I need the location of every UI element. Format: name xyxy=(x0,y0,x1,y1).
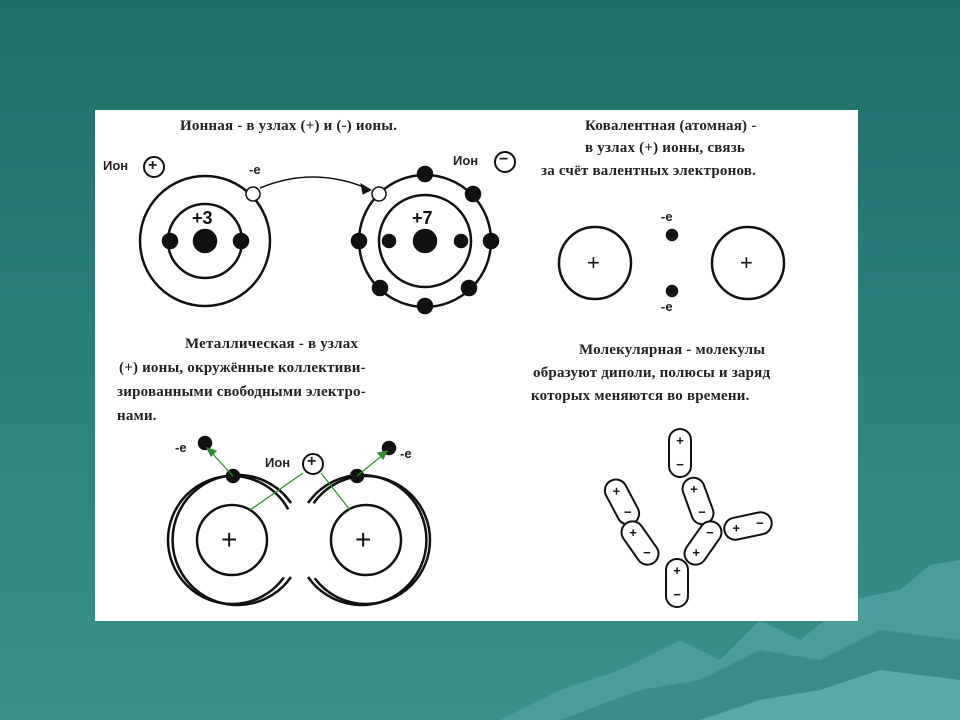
dipole xyxy=(617,517,663,569)
ion-left-sign: + xyxy=(148,157,158,174)
dipole xyxy=(669,429,691,477)
dipole-capsule xyxy=(680,517,726,569)
covalent-title-line1: Ковалентная (атомная) - xyxy=(585,118,757,134)
dipole xyxy=(666,559,688,607)
dipole-minus: − xyxy=(623,504,632,520)
covalent-electron-top-label: -е xyxy=(661,209,673,224)
metallic-right-sign: + xyxy=(355,524,372,555)
dipole-capsule xyxy=(601,476,643,529)
ion-right-label: Ион xyxy=(453,153,479,168)
dipole-plus: + xyxy=(692,544,700,560)
dipole xyxy=(722,510,774,541)
ion-right-sign: − xyxy=(499,151,509,168)
ionic-electron-label: -е xyxy=(249,162,261,177)
metallic-electron-left-label: -е xyxy=(175,440,187,455)
covalent-left-sign: + xyxy=(587,250,600,275)
dipole-minus: − xyxy=(643,544,651,560)
dipole-plus: + xyxy=(629,525,637,541)
covalent-title-line2: в узлах (+) ионы, связь xyxy=(585,140,746,156)
left-nucleus-charge: +3 xyxy=(192,208,213,228)
covalent-right-sign: + xyxy=(740,250,753,275)
dipole xyxy=(601,476,643,529)
dipole-capsule xyxy=(617,517,663,569)
dipole-plus: + xyxy=(612,483,621,499)
dipole-molecules xyxy=(95,110,858,621)
metallic-ion-sign: + xyxy=(307,453,317,470)
dipole-capsule xyxy=(679,475,716,528)
diagram-panel xyxy=(95,110,858,621)
metallic-ion-label: Ион xyxy=(265,455,291,470)
dipole-plus: + xyxy=(676,433,684,448)
dipole-plus: + xyxy=(690,481,698,497)
covalent-title-line3: за счёт валентных электронов. xyxy=(541,163,757,179)
metallic-title-line3: зированными свободными электро- xyxy=(117,384,366,400)
dipole-minus: − xyxy=(676,457,684,472)
dipole-plus: + xyxy=(673,563,681,578)
metallic-electron-right-label: -е xyxy=(400,446,412,461)
dipole xyxy=(679,475,716,528)
dipole-minus: − xyxy=(755,515,764,531)
dipole-minus: − xyxy=(673,587,681,602)
covalent-electron-bottom-label: -е xyxy=(661,299,673,314)
ionic-title: Ионная - в узлах (+) и (-) ионы. xyxy=(180,118,398,134)
ion-left-label: Ион xyxy=(103,158,129,173)
molecular-title-line1: Молекулярная - молекулы xyxy=(579,342,766,358)
dipole-capsule xyxy=(722,510,774,541)
molecular-title-line3: которых меняются во времени. xyxy=(531,388,750,404)
dipole-minus: − xyxy=(698,504,706,520)
dipoles-group xyxy=(601,429,774,607)
metallic-title-line2: (+) ионы, окружённые коллективи- xyxy=(119,360,366,376)
molecular-title-line2: образуют диполи, полюсы и заряд xyxy=(533,365,771,381)
metallic-title-line1: Металлическая - в узлах xyxy=(185,336,359,352)
right-nucleus-charge: +7 xyxy=(412,208,433,228)
dipole-minus: − xyxy=(706,525,714,541)
dipole xyxy=(680,517,726,569)
metallic-left-sign: + xyxy=(221,524,238,555)
metallic-title-line4: нами. xyxy=(117,408,157,424)
dipole-plus: + xyxy=(732,520,741,536)
